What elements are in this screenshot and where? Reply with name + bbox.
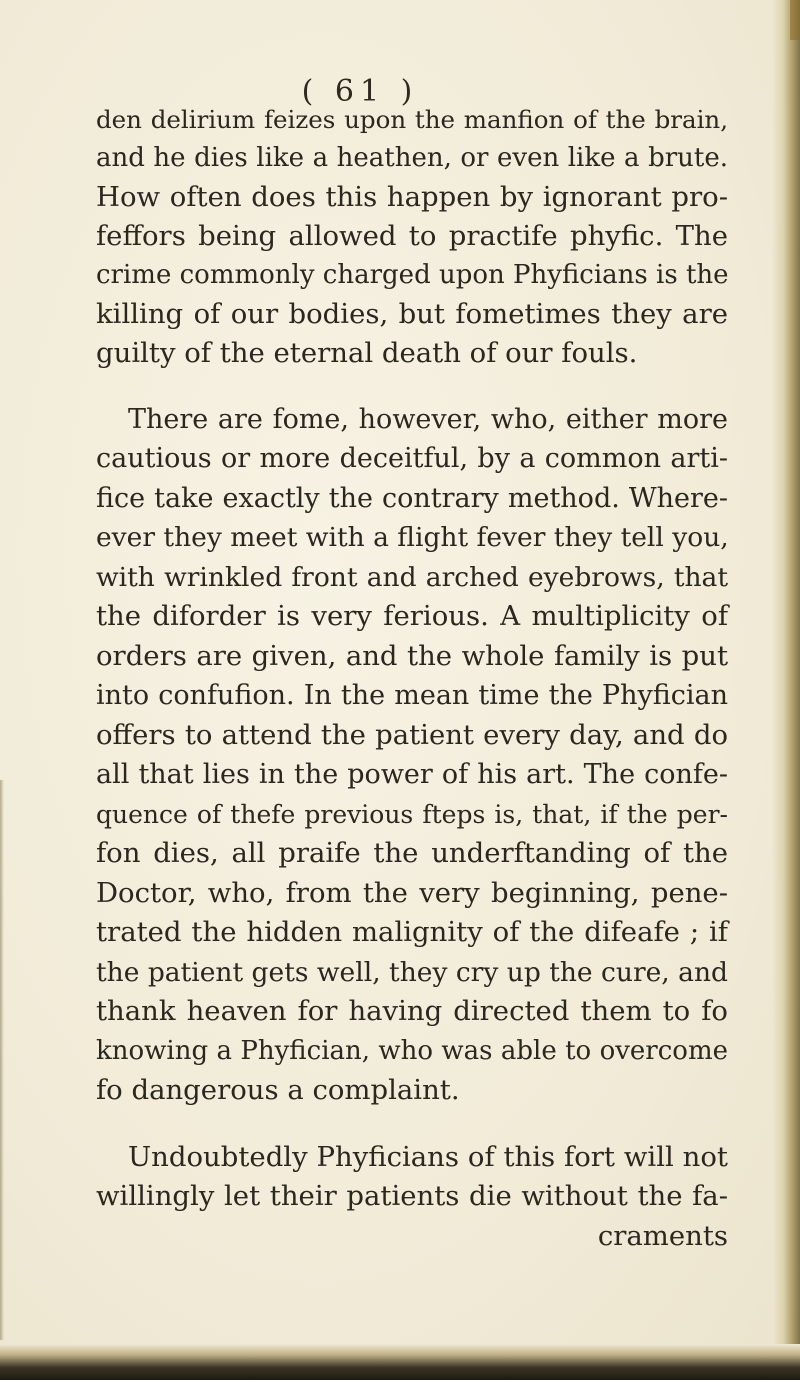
text-line: Undoubtedly Phyficians of this fort will not <box>128 1141 728 1173</box>
text-line: orders are given, and the whole family is put <box>96 640 728 672</box>
page-fold-shadow <box>0 780 4 1340</box>
text-line: with wrinkled front and arched eyebrows, that <box>96 562 728 593</box>
page-edge-shadow <box>772 0 800 1345</box>
text-line: ever they meet with a flight fever they tell you, <box>96 522 729 553</box>
text-line: How often does this happen by ignorant pro- <box>96 181 728 213</box>
text-line: den delirium feizes upon the manfion of the brain, <box>96 105 728 134</box>
page-edge-stain <box>790 0 800 40</box>
text-line: fo dangerous a complaint. <box>96 1074 460 1106</box>
text-line: quence of thefe previous fteps is, that, if the per- <box>96 800 728 829</box>
text-line: the diforder is very ferious. A multiplicity of <box>96 600 728 632</box>
text-line: willingly let their patients die without the fa- <box>96 1180 728 1212</box>
text-line: There are fome, however, who, either more <box>128 404 728 435</box>
text-line: crime commonly charged upon Phyficians is the <box>96 260 729 290</box>
text-line: trated the hidden malignity of the difeafe ; if <box>96 916 728 948</box>
text-line: cautious or more deceitful, by a common arti- <box>96 443 728 474</box>
text-line: guilty of the eternal death of our fouls. <box>96 337 638 369</box>
text-line: Doctor, who, from the very beginning, pene- <box>96 877 728 909</box>
text-line: fice take exactly the contrary method. Where- <box>96 483 728 514</box>
text-line: knowing a Phyfician, who was able to overcome <box>96 1036 728 1066</box>
text-line: the patient gets well, they cry up the cure, and <box>96 957 728 988</box>
page-number: ( 61 ) <box>301 74 419 109</box>
text-line: offers to attend the patient every day, and do <box>96 719 728 751</box>
text-line: thank heaven for having directed them to fo <box>96 995 728 1027</box>
text-line: fon dies, all praife the underftanding of the <box>96 837 728 869</box>
text-line: and he dies like a heathen, or even like a brute. <box>96 143 728 173</box>
text-line: killing of our bodies, but fometimes they are <box>96 298 728 330</box>
text-line: all that lies in the power of his art. The confe- <box>96 759 728 790</box>
text-line: feffors being allowed to practife phyfic. The <box>96 220 728 252</box>
text-line: into confufion. In the mean time the Phyfician <box>96 680 728 711</box>
catchword: craments <box>597 1220 728 1252</box>
page-bottom-edge <box>0 1344 800 1380</box>
